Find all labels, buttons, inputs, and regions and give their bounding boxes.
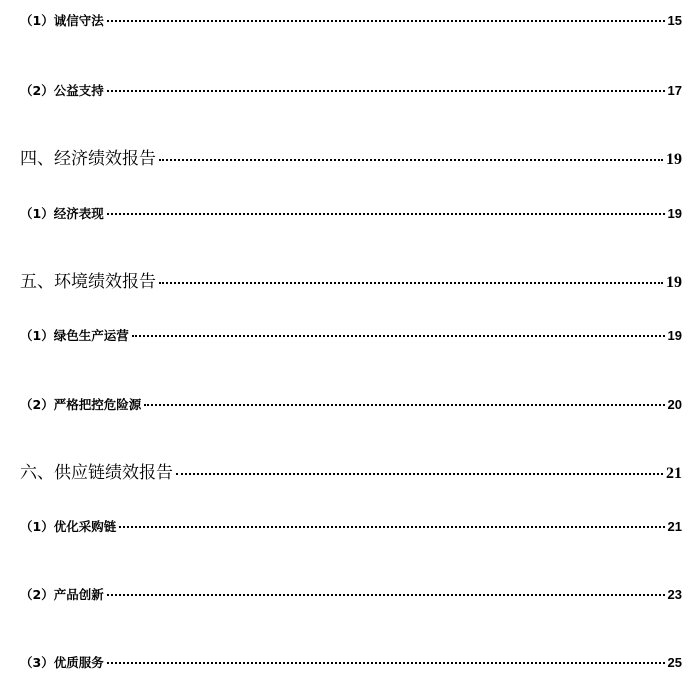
- toc-entry-integrity-compliance[interactable]: [20, 11, 682, 29]
- toc-entry-label: （2）公益支持: [20, 83, 104, 98]
- toc-section-label: 六、供应链绩效报告: [20, 463, 173, 483]
- dot-leader: [159, 159, 663, 161]
- toc-entry-supply-chain-report[interactable]: [20, 458, 682, 483]
- toc-page-number: 21: [667, 519, 682, 534]
- toc-section-label: 五、环境绩效报告: [20, 272, 156, 292]
- toc-entry-procurement-chain[interactable]: [20, 517, 682, 535]
- dot-leader: [107, 662, 665, 664]
- toc-page-number: 19: [667, 206, 682, 221]
- toc-page-number: 19: [666, 274, 682, 291]
- toc-page-number: 20: [667, 397, 682, 412]
- toc-page-number: 19: [666, 151, 682, 168]
- toc-section-label: 四、经济绩效报告: [20, 149, 156, 169]
- toc-entry-green-production[interactable]: [20, 326, 682, 344]
- dot-leader: [107, 594, 665, 596]
- toc-page-number: 15: [667, 13, 682, 28]
- toc-entry-label: （1）优化采购链: [20, 519, 117, 534]
- dot-leader: [119, 526, 664, 528]
- toc-page-number: 21: [666, 465, 682, 482]
- toc-entry-label: （3）优质服务: [20, 655, 104, 670]
- toc-page-number: 19: [667, 328, 682, 343]
- toc-entry-label: （2）严格把控危险源: [20, 397, 142, 412]
- dot-leader: [144, 404, 664, 406]
- dot-leader: [107, 213, 665, 215]
- dot-leader: [159, 282, 663, 284]
- toc-entry-environmental-report[interactable]: [20, 267, 682, 292]
- toc-entry-product-innovation[interactable]: [20, 585, 682, 603]
- toc-entry-economic-performance[interactable]: [20, 204, 682, 222]
- toc-entry-public-welfare[interactable]: [20, 81, 682, 99]
- toc-entry-hazard-control[interactable]: [20, 395, 682, 413]
- toc-page-number: 17: [667, 83, 682, 98]
- toc-page-number: 23: [667, 587, 682, 602]
- toc-entry-economic-report[interactable]: [20, 144, 682, 169]
- toc-page-number: 25: [667, 655, 682, 670]
- dot-leader: [107, 20, 665, 22]
- toc-entry-quality-service[interactable]: [20, 653, 682, 671]
- toc-entry-label: （1）经济表现: [20, 206, 104, 221]
- toc-entry-label: （1）绿色生产运营: [20, 328, 129, 343]
- dot-leader: [107, 90, 665, 92]
- toc-entry-label: （2）产品创新: [20, 587, 104, 602]
- dot-leader: [176, 473, 663, 475]
- dot-leader: [132, 335, 665, 337]
- toc-entry-label: （1）诚信守法: [20, 13, 104, 28]
